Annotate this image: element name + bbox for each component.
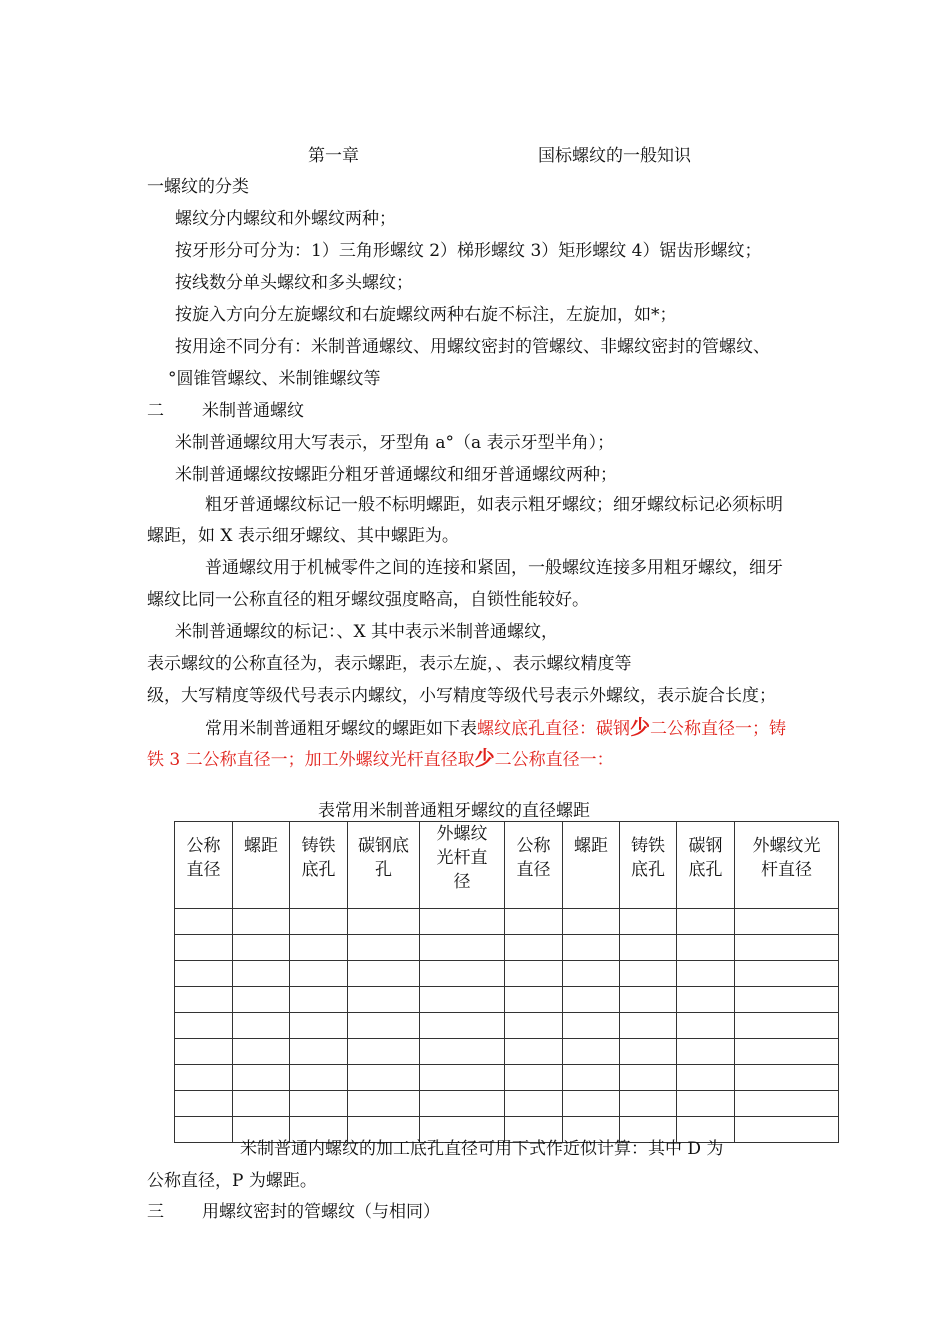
marking-line-3: 级，大写精度等级代号表示内螺纹，小写精度等级代号表示外螺纹，表示旋合长度； bbox=[147, 686, 776, 706]
paragraph-usage-a: 普通螺纹用于机械零件之间的连接和紧固，一般螺纹连接多用粗牙螺纹，细牙 bbox=[205, 558, 783, 578]
table-cell bbox=[735, 1117, 839, 1143]
section2-line-1: 米制普通螺纹用大写表示，牙型角 a°（a 表示牙型半角）； bbox=[175, 433, 615, 453]
table-row bbox=[175, 935, 839, 961]
table-row bbox=[175, 1039, 839, 1065]
table-cell bbox=[420, 987, 505, 1013]
header-shank-diameter-2: 外螺纹光杆直径 bbox=[735, 822, 839, 909]
table-row bbox=[175, 1091, 839, 1117]
table-cell bbox=[290, 1013, 348, 1039]
common-thread-text: 常用米制普通粗牙螺纹的螺距如下表 bbox=[205, 719, 477, 739]
table-cell bbox=[290, 1039, 348, 1065]
section1-heading: 一螺纹的分类 bbox=[147, 177, 249, 197]
formula-line-1: 米制普通内螺纹的加工底孔直径可用下式作近似计算：其中 D 为 bbox=[240, 1139, 724, 1159]
table-row bbox=[175, 1013, 839, 1039]
table-cell bbox=[735, 961, 839, 987]
table-cell bbox=[348, 961, 420, 987]
paragraph-coarse-b: 螺距，如 X 表示细牙螺纹、其中螺距为。 bbox=[147, 526, 459, 546]
table-cell bbox=[563, 935, 620, 961]
table-cell bbox=[420, 1091, 505, 1117]
table-cell bbox=[175, 961, 233, 987]
section1-line-3: 按线数分单头螺纹和多头螺纹； bbox=[175, 273, 413, 293]
table-cell bbox=[735, 1091, 839, 1117]
table-cell bbox=[175, 909, 233, 935]
table-cell bbox=[735, 1013, 839, 1039]
table-cell bbox=[620, 909, 677, 935]
table-cell bbox=[233, 987, 290, 1013]
table-cell bbox=[175, 1117, 233, 1143]
common-thread-line bbox=[205, 716, 786, 740]
header-cast-iron-bore: 铸铁底孔 bbox=[290, 822, 348, 909]
table-body bbox=[175, 909, 839, 1143]
table-cell bbox=[735, 987, 839, 1013]
table-cell bbox=[420, 1065, 505, 1091]
table-row bbox=[175, 1065, 839, 1091]
header-cast-iron-bore-2: 铸铁底孔 bbox=[620, 822, 677, 909]
table-cell bbox=[348, 935, 420, 961]
table-cell bbox=[677, 1065, 735, 1091]
table-cell bbox=[620, 987, 677, 1013]
table-cell bbox=[620, 1039, 677, 1065]
table-cell bbox=[677, 961, 735, 987]
header-carbon-steel-bore: 碳钢底孔 bbox=[348, 822, 420, 909]
formula-line-2: 公称直径，P 为螺距。 bbox=[147, 1171, 317, 1191]
shank-formula-symbol: 少 bbox=[474, 746, 495, 770]
table-cell bbox=[505, 1091, 563, 1117]
table-cell bbox=[677, 1091, 735, 1117]
table-cell bbox=[290, 961, 348, 987]
section3-number: 三 bbox=[147, 1202, 164, 1222]
table-cell bbox=[233, 961, 290, 987]
table-cell bbox=[563, 961, 620, 987]
table-row bbox=[175, 909, 839, 935]
table-cell bbox=[505, 909, 563, 935]
table-row bbox=[175, 987, 839, 1013]
table-caption: 表常用米制普通粗牙螺纹的直径螺距 bbox=[318, 801, 590, 821]
table-cell bbox=[735, 1065, 839, 1091]
table-cell bbox=[677, 935, 735, 961]
section1-line-4: 按旋入方向分左旋螺纹和右旋螺纹两种右旋不标注，左旋加，如*； bbox=[175, 305, 677, 325]
marking-line-2: 表示螺纹的公称直径为，表示螺距，表示左旋，、表示螺纹精度等 bbox=[147, 654, 632, 674]
table-cell bbox=[563, 909, 620, 935]
table-cell bbox=[505, 961, 563, 987]
table-cell bbox=[620, 1091, 677, 1117]
table-cell bbox=[175, 1013, 233, 1039]
common-thread-line-2 bbox=[147, 747, 614, 771]
shank-formula-text: 二公称直径一： bbox=[494, 750, 614, 770]
bore-formula-label: 螺纹底孔直径：碳钢 bbox=[477, 719, 630, 739]
chapter-number: 第一章 bbox=[308, 146, 359, 166]
marking-line-1: 米制普通螺纹的标记：、X 其中表示米制普通螺纹， bbox=[175, 622, 559, 642]
table-cell bbox=[420, 961, 505, 987]
chapter-title: 国标螺纹的一般知识 bbox=[538, 146, 691, 166]
table-cell bbox=[620, 1065, 677, 1091]
table-cell bbox=[735, 935, 839, 961]
section1-line-5: 按用途不同分有：米制普通螺纹、用螺纹密封的管螺纹、非螺纹密封的管螺纹、 bbox=[175, 337, 770, 357]
section1-line-6: °圆锥管螺纹、米制锥螺纹等 bbox=[168, 369, 381, 389]
table-cell bbox=[233, 935, 290, 961]
section1-line-2: 按牙形分可分为：1）三角形螺纹 2）梯形螺纹 3）矩形螺纹 4）锯齿形螺纹； bbox=[175, 241, 762, 261]
table-cell bbox=[348, 987, 420, 1013]
table-cell bbox=[290, 1091, 348, 1117]
section2-heading: 米制普通螺纹 bbox=[202, 401, 304, 421]
section1-line-1: 螺纹分内螺纹和外螺纹两种； bbox=[175, 209, 396, 229]
header-pitch: 螺距 bbox=[233, 822, 290, 909]
table-cell bbox=[175, 1065, 233, 1091]
table-cell bbox=[290, 909, 348, 935]
table-cell bbox=[563, 1013, 620, 1039]
table-cell bbox=[620, 935, 677, 961]
table-cell bbox=[175, 1091, 233, 1117]
table-cell bbox=[677, 1013, 735, 1039]
table-cell bbox=[348, 1013, 420, 1039]
table-cell bbox=[233, 1091, 290, 1117]
table-cell bbox=[563, 1065, 620, 1091]
table-cell bbox=[175, 987, 233, 1013]
paragraph-usage-b: 螺纹比同一公称直径的粗牙螺纹强度略高，自锁性能较好。 bbox=[147, 590, 589, 610]
table-cell bbox=[233, 909, 290, 935]
table-cell bbox=[505, 987, 563, 1013]
table-cell bbox=[563, 1091, 620, 1117]
table-cell bbox=[677, 987, 735, 1013]
table-cell bbox=[233, 1013, 290, 1039]
table-cell bbox=[505, 1065, 563, 1091]
table-cell bbox=[505, 1039, 563, 1065]
table-cell bbox=[348, 1091, 420, 1117]
table-cell bbox=[348, 909, 420, 935]
table-cell bbox=[620, 961, 677, 987]
table-cell bbox=[420, 1039, 505, 1065]
bore-formula-symbol: 少 bbox=[630, 715, 650, 739]
table-cell bbox=[420, 1013, 505, 1039]
table-cell bbox=[290, 987, 348, 1013]
table-cell bbox=[505, 1013, 563, 1039]
table-cell bbox=[175, 1039, 233, 1065]
paragraph-coarse-a: 粗牙普通螺纹标记一般不标明螺距，如表示粗牙螺纹；细牙螺纹标记必须标明 bbox=[205, 495, 783, 515]
table-row bbox=[175, 961, 839, 987]
table-cell bbox=[735, 909, 839, 935]
table-cell bbox=[233, 1039, 290, 1065]
table-cell bbox=[563, 987, 620, 1013]
header-carbon-steel-bore-2: 碳钢底孔 bbox=[677, 822, 735, 909]
header-pitch-2: 螺距 bbox=[563, 822, 620, 909]
table-cell bbox=[290, 1065, 348, 1091]
table-cell bbox=[348, 1039, 420, 1065]
table-cell bbox=[563, 1039, 620, 1065]
header-nominal-diameter-2: 公称直径 bbox=[505, 822, 563, 909]
shank-formula-label: 铁 3 二公称直径一；加工外螺纹光杆直径取 bbox=[147, 750, 475, 770]
thread-table bbox=[174, 821, 839, 1143]
table-cell bbox=[735, 1039, 839, 1065]
bore-formula-text: 二公称直径一；铸 bbox=[650, 719, 786, 739]
section3-heading: 用螺纹密封的管螺纹（与相同） bbox=[202, 1202, 440, 1222]
table-cell bbox=[175, 935, 233, 961]
table-cell bbox=[677, 1039, 735, 1065]
section2-number: 二 bbox=[147, 401, 164, 421]
table-header-row bbox=[175, 822, 839, 909]
table-cell bbox=[290, 935, 348, 961]
table-cell bbox=[233, 1065, 290, 1091]
table-cell bbox=[505, 935, 563, 961]
header-shank-diameter: 外螺纹光杆直径 bbox=[420, 822, 505, 909]
table-cell bbox=[620, 1013, 677, 1039]
table-cell bbox=[677, 909, 735, 935]
table-cell bbox=[348, 1065, 420, 1091]
header-nominal-diameter: 公称直径 bbox=[175, 822, 233, 909]
table-cell bbox=[420, 909, 505, 935]
table-cell bbox=[420, 935, 505, 961]
section2-line-2: 米制普通螺纹按螺距分粗牙普通螺纹和细牙普通螺纹两种； bbox=[175, 465, 617, 485]
